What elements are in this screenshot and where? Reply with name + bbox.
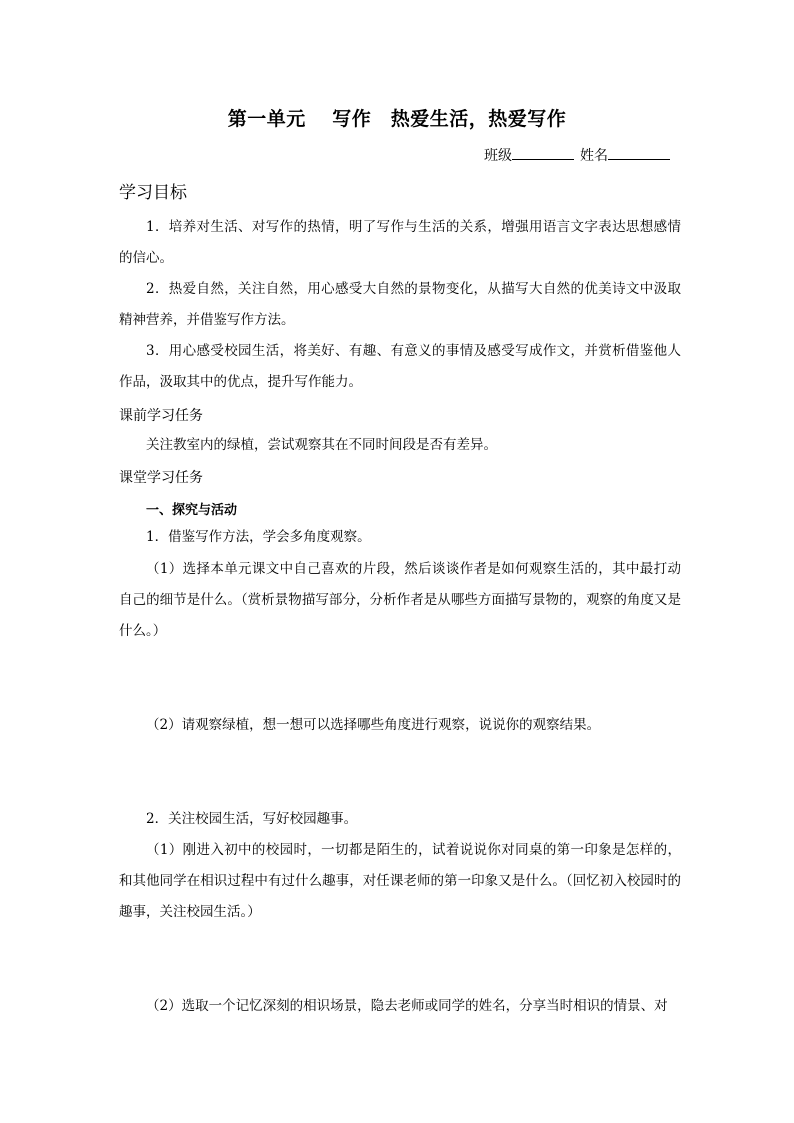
pre-class-task: 关注教室内的绿植，尝试观察其在不同时间段是否有差异。 (146, 437, 497, 453)
class-label: 班级 (484, 148, 512, 164)
section-one-heading: 一、探究与活动 (146, 503, 238, 518)
objective-3: 3．用心感受校园生活，将美好、有趣、有意义的事情及感受写成作文，并赏析借鉴他人作品，汲取其中的优点，提升写作能力。 (119, 343, 681, 390)
name-label: 姓名 (580, 148, 608, 164)
item2-question1: （1）刚进入初中的校园时，一切都是陌生的，试着说说你对同桌的第一印象是怎样的，和其他同学在相识过程中有过什么趣事，对任课老师的第一印象又是什么。（回忆初入校园时的趣事，关注校园生活。） (119, 842, 681, 920)
page-title: 第一单元 写作 热爱生活，热爱写作 (227, 108, 567, 130)
item1-question2: （2）请观察绿植，想一想可以选择哪些角度进行观察，说说你的观察结果。 (146, 717, 601, 733)
objectives-heading: 学习目标 (119, 183, 187, 203)
item2-title: 2．关注校园生活，写好校园趣事。 (146, 811, 358, 827)
item2-question2: （2）选取一个记忆深刻的相识场景，隐去老师或同学的姓名，分享当时相识的情景、对 (146, 998, 668, 1014)
item1-question1: （1）选择本单元课文中自己喜欢的片段，然后谈谈作者是如何观察生活的，其中最打动自己的细节是什么。（赏析景物描写部分，分析作者是从哪些方面描写景物的，观察的角度又是什么。） (119, 561, 681, 639)
class-name-line (484, 145, 670, 165)
objective-1: 1．培养对生活、对写作的热情，明了写作与生活的关系，增强用语言文字表达思想感情的信心。 (119, 219, 681, 266)
in-class-heading: 课堂学习任务 (119, 470, 203, 486)
item1-title: 1．借鉴写作方法，学会多角度观察。 (146, 529, 371, 545)
name-blank (608, 145, 670, 160)
objective-2: 2．热爱自然，关注自然，用心感受大自然的景物变化，从描写大自然的优美诗文中汲取精神营养，并借鉴写作方法。 (119, 281, 681, 328)
pre-class-heading: 课前学习任务 (119, 408, 203, 424)
class-blank (512, 145, 574, 160)
